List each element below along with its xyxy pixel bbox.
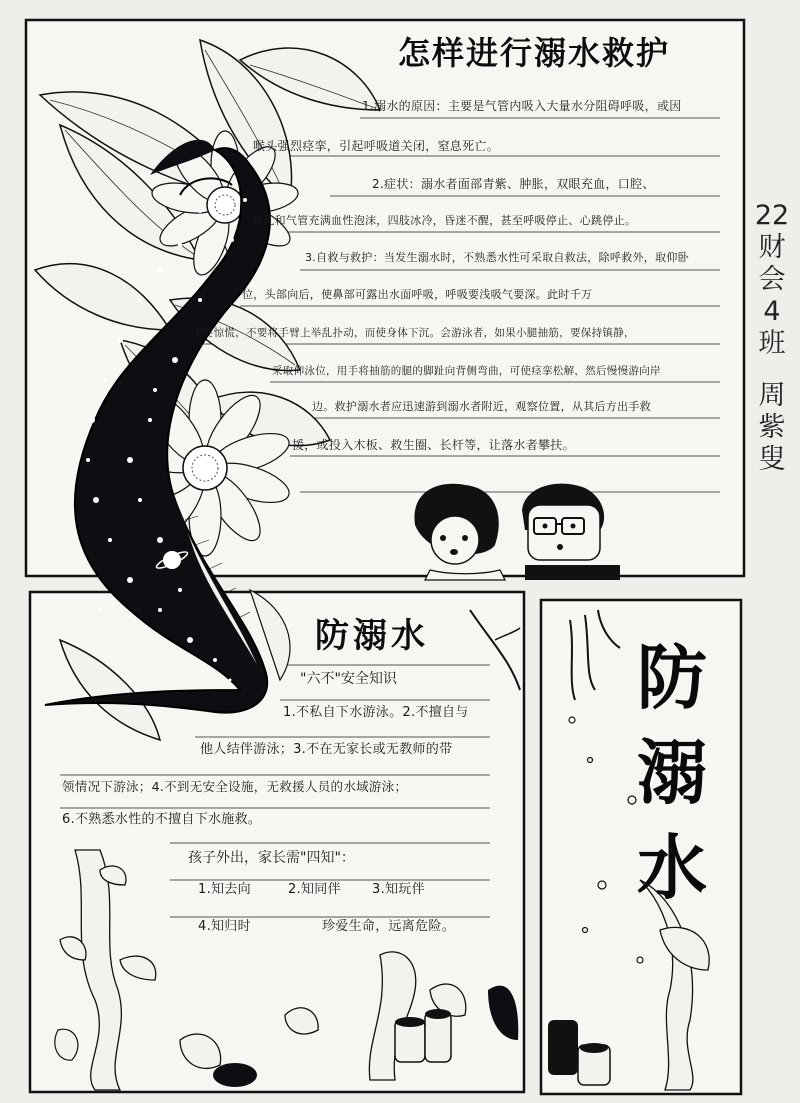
side-char-8: 叟 bbox=[758, 444, 786, 475]
top-text-line-4: 鼻孔和气管充满血性泡沫，四肢冰冷，昏迷不醒，甚至呼吸停止、心跳停止。 bbox=[252, 214, 637, 227]
side-char-1: 22 bbox=[754, 200, 790, 231]
side-char-5: 班 bbox=[758, 328, 786, 359]
right-char-2: 溺 bbox=[637, 731, 707, 814]
class-name-label bbox=[752, 200, 792, 476]
side-char-3: 会 bbox=[758, 264, 786, 295]
right-char-1: 防 bbox=[637, 636, 707, 719]
right-panel-title bbox=[622, 630, 722, 915]
middle-title: 防溺水 bbox=[315, 616, 429, 656]
top-text-line-7: 不要惊慌，不要将手臂上举乱扑动，而使身体下沉。会游泳者，如果小腿抽筋，要保持镇静， bbox=[192, 327, 635, 339]
side-char-2: 财 bbox=[758, 232, 786, 263]
slogan: 珍爱生命，远离危险。 bbox=[322, 919, 456, 934]
middle-text-line-3: 领情况下游泳；4.不到无安全设施，无救援人员的水域游泳； bbox=[62, 779, 408, 794]
middle-text-line-4: 6.不熟悉水性的不擅自下水施救。 bbox=[62, 812, 262, 827]
top-text-line-5: 3.自救与救护：当发生溺水时，不熟悉水性可采取自救法，除呼救外，取仰卧 bbox=[305, 251, 689, 264]
know-item-4: 4.知归时 bbox=[198, 919, 251, 934]
top-text-line-10: 援，或投入木板、救生圈、长杆等，让落水者攀扶。 bbox=[292, 438, 575, 452]
side-char-6: 周 bbox=[758, 380, 786, 411]
side-char-4: 4 bbox=[763, 296, 781, 327]
middle-text-line-1: 1.不私自下水游泳。2.不擅自与 bbox=[283, 705, 469, 720]
know-item-2: 2.知同伴 bbox=[288, 882, 341, 897]
side-spacer bbox=[752, 360, 792, 380]
top-text-line-9: 边。救护溺水者应迅速游到溺水者附近，观察位置，从其后方出手救 bbox=[312, 400, 651, 413]
side-char-7: 紫 bbox=[758, 412, 786, 443]
top-title: 怎样进行溺水救护 bbox=[398, 34, 671, 72]
middle-subtitle-2: 孩子外出，家长需"四知"： bbox=[188, 850, 355, 866]
top-text-line-3: 2.症状：溺水者面部青紫、肿胀，双眼充血，口腔、 bbox=[372, 177, 655, 191]
top-text-line-8: 采取仰泳位，用手将抽筋的腿的脚趾向背侧弯曲，可使痉挛松解，然后慢慢游向岸 bbox=[272, 365, 661, 377]
top-text-line-1: 1.溺水的原因：主要是气管内吸入大量水分阻碍呼吸，或因 bbox=[362, 99, 682, 113]
top-text-line-6: 位，头部向后，使鼻部可露出水面呼吸，呼吸要浅吸气要深。此时千万 bbox=[242, 288, 593, 301]
middle-text-line-2: 他人结伴游泳；3.不在无家长或无教师的带 bbox=[200, 742, 453, 757]
middle-subtitle: "六不"安全知识 bbox=[300, 671, 397, 687]
know-item-1: 1.知去向 bbox=[198, 882, 251, 897]
know-item-3: 3.知玩伴 bbox=[372, 882, 425, 897]
top-text-line-2: 喉头强烈痉挛，引起呼吸道关闭，窒息死亡。 bbox=[253, 139, 500, 153]
right-char-3: 水 bbox=[637, 826, 707, 909]
